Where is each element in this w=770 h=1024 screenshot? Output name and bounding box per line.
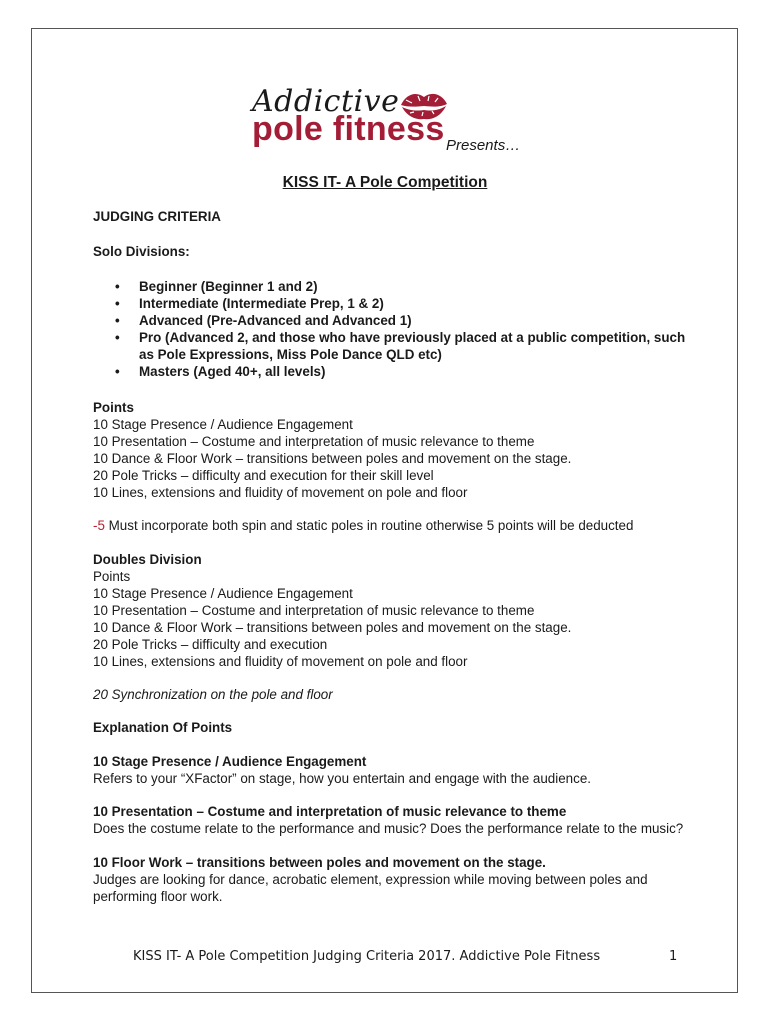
doubles-section bbox=[93, 551, 693, 670]
list-item: 20 Pole Tricks – difficulty and execution bbox=[93, 637, 328, 652]
list-item: 10 Lines, extensions and fluidity of movement on pole and floor bbox=[93, 485, 468, 500]
logo-script-text: Addictive bbox=[252, 84, 400, 119]
list-item: • Intermediate (Intermediate Prep, 1 & 2) bbox=[93, 295, 693, 312]
list-item: • Masters (Aged 40+, all levels) bbox=[93, 363, 693, 380]
presents-text: Presents… bbox=[446, 137, 521, 154]
doubles-heading: Doubles Division bbox=[93, 552, 202, 567]
explanation-item-text: Refers to your “XFactor” on stage, how you entertain and engage with the audience. bbox=[93, 771, 591, 786]
document-title: KISS IT- A Pole Competition bbox=[282, 174, 488, 191]
solo-divisions-heading: Solo Divisions: bbox=[93, 244, 190, 259]
list-item: 10 Presentation – Costume and interpretation of music relevance to theme bbox=[93, 603, 535, 618]
list-item: 20 Pole Tricks – difficulty and execution for their skill level bbox=[93, 468, 434, 483]
explanation-item-heading: 10 Presentation – Costume and interpretation of music relevance to theme bbox=[93, 804, 567, 819]
explanation-item bbox=[93, 854, 653, 905]
page-number: 1 bbox=[669, 949, 678, 964]
logo-main-text: pole fitness bbox=[252, 110, 445, 148]
list-item: • Pro (Advanced 2, and those who have previously placed at a public competition, such as Pole Expressions, Miss Pole Dance QLD etc) bbox=[93, 329, 693, 363]
explanation-item bbox=[93, 753, 693, 787]
deduction-note bbox=[93, 517, 693, 534]
explanation-item-text: Judges are looking for dance, acrobatic element, expression while moving between poles and performing floor work. bbox=[93, 872, 648, 904]
explanation-item-heading: 10 Floor Work – transitions between poles and movement on the stage. bbox=[93, 855, 546, 870]
points-heading: Points bbox=[93, 400, 134, 415]
deduction-text: Must incorporate both spin and static poles in routine otherwise 5 points will be deducted bbox=[104, 518, 634, 533]
deduction-value: -5 bbox=[93, 518, 105, 533]
synchronization-note: 20 Synchronization on the pole and floor bbox=[93, 687, 333, 702]
list-item: 10 Lines, extensions and fluidity of movement on pole and floor bbox=[93, 654, 468, 669]
solo-divisions-list bbox=[93, 278, 693, 380]
solo-divisions-list-container bbox=[93, 278, 693, 380]
list-item: 10 Dance & Floor Work – transitions between poles and movement on the stage. bbox=[93, 451, 572, 466]
list-item: 10 Dance & Floor Work – transitions between poles and movement on the stage. bbox=[93, 620, 572, 635]
explanation-item-text: Does the costume relate to the performance and music? Does the performance relate to the music? bbox=[93, 821, 684, 836]
judging-criteria-heading: JUDGING CRITERIA bbox=[93, 209, 221, 224]
list-item: • Beginner (Beginner 1 and 2) bbox=[93, 278, 693, 295]
doubles-points-heading: Points bbox=[93, 569, 131, 584]
page-border bbox=[31, 28, 738, 993]
list-item: 10 Stage Presence / Audience Engagement bbox=[93, 417, 353, 432]
list-item: 10 Presentation – Costume and interpretation of music relevance to theme bbox=[93, 434, 535, 449]
list-item: 10 Stage Presence / Audience Engagement bbox=[93, 586, 353, 601]
explanation-heading: Explanation Of Points bbox=[93, 720, 233, 735]
page-footer: KISS IT- A Pole Competition Judging Criteria 2017. Addictive Pole Fitness bbox=[133, 949, 601, 964]
explanation-item bbox=[93, 803, 693, 837]
list-item: • Advanced (Pre-Advanced and Advanced 1) bbox=[93, 312, 693, 329]
solo-points-section bbox=[93, 399, 693, 501]
explanation-item-heading: 10 Stage Presence / Audience Engagement bbox=[93, 754, 367, 769]
